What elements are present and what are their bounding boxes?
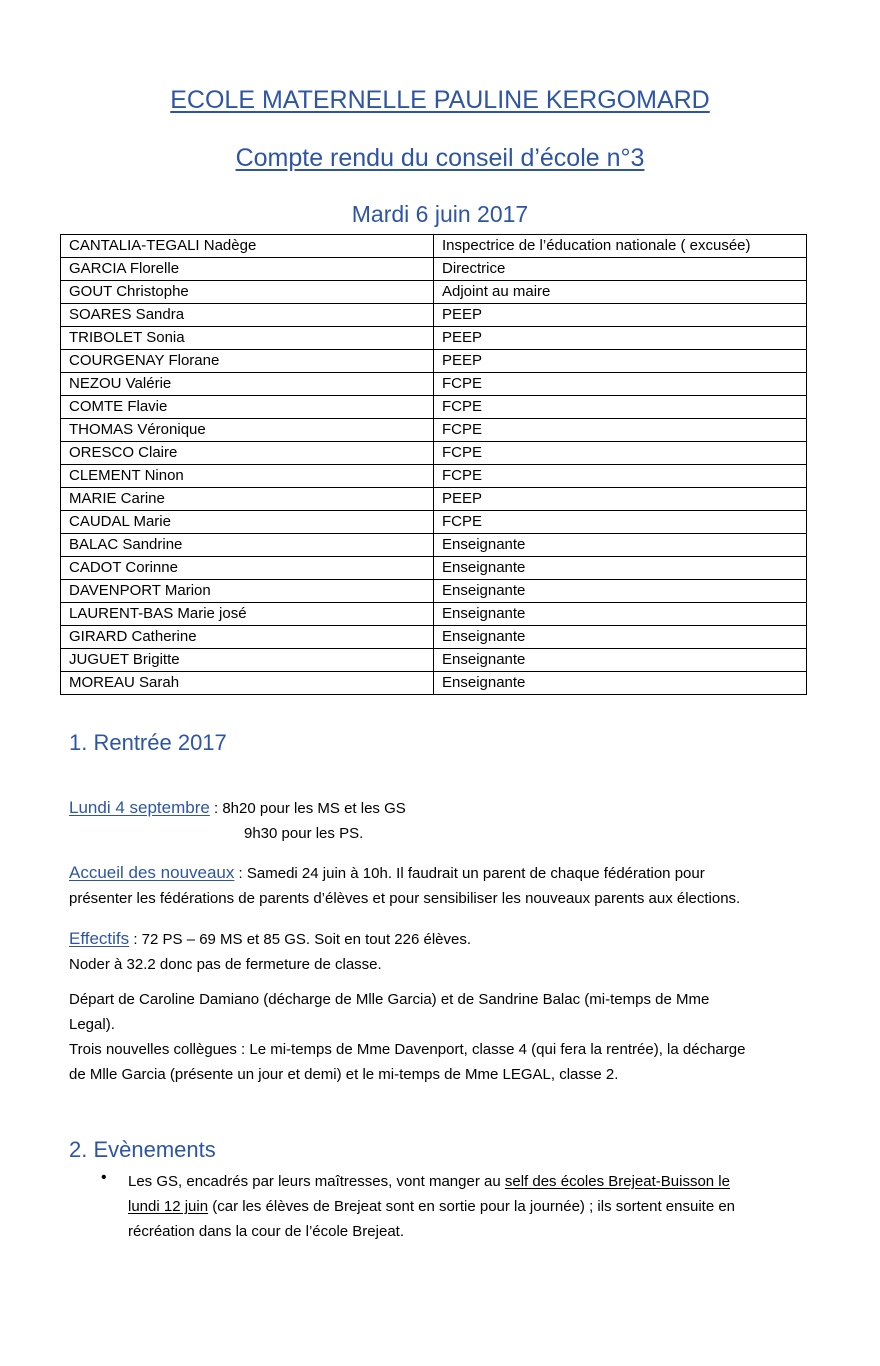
- attendee-role: Enseignante: [434, 534, 807, 557]
- nouvelles-line1: Trois nouvelles collègues : Le mi-temps de Mme Davenport, classe 4 (qui fera la rentrée), la décharge: [69, 1041, 746, 1058]
- attendee-name: TRIBOLET Sonia: [61, 327, 434, 350]
- bullet1-post: (car les élèves de Brejeat sont en sortie pour la journée) ; ils sortent ensuite en: [208, 1198, 736, 1215]
- attendee-role: Enseignante: [434, 580, 807, 603]
- report-title: Compte rendu du conseil d’école n°3: [235, 144, 645, 172]
- attendee-role: PEEP: [434, 304, 807, 327]
- accueil-text1: : Samedi 24 juin à 10h. Il faudrait un parent de chaque fédération pour: [234, 865, 705, 882]
- attendee-row: [61, 396, 807, 419]
- attendee-row: [61, 235, 807, 258]
- attendee-row: [61, 534, 807, 557]
- attendee-name: MOREAU Sarah: [61, 672, 434, 695]
- rentree-line2: 9h30 pour les PS.: [244, 825, 364, 842]
- attendee-row: [61, 603, 807, 626]
- attendee-role: FCPE: [434, 396, 807, 419]
- attendees-table: [60, 234, 807, 695]
- rentree-paragraph: [69, 795, 829, 846]
- rentree-line1: : 8h20 pour les MS et les GS: [209, 800, 406, 817]
- attendee-role: FCPE: [434, 373, 807, 396]
- attendee-role: Enseignante: [434, 672, 807, 695]
- rentree-label: Lundi 4 septembre: [69, 798, 210, 817]
- attendee-role: FCPE: [434, 442, 807, 465]
- attendee-name: NEZOU Valérie: [61, 373, 434, 396]
- effectifs-text2: Noder à 32.2 donc pas de fermeture de classe.: [69, 956, 382, 973]
- attendee-role: PEEP: [434, 488, 807, 511]
- attendee-role: Enseignante: [434, 603, 807, 626]
- bullet1-underlined-2: lundi 12 juin: [128, 1198, 209, 1215]
- nouvelles-line2: de Mlle Garcia (présente un jour et demi) et le mi-temps de Mme LEGAL, classe 2.: [69, 1066, 619, 1083]
- accueil-text2: présenter les fédérations de parents d’élèves et pour sensibiliser les nouveaux parents aux élections.: [69, 890, 741, 907]
- attendee-role: Inspectrice de l’éducation nationale ( excusée): [434, 235, 807, 258]
- depart-paragraph: [69, 987, 829, 1087]
- evenement-bullet-text: [128, 1169, 818, 1244]
- attendee-row: [61, 626, 807, 649]
- attendee-row: [61, 442, 807, 465]
- attendee-name: GARCIA Florelle: [61, 258, 434, 281]
- bullet-dot-icon: •: [101, 1169, 107, 1186]
- attendee-row: [61, 580, 807, 603]
- attendee-name: GIRARD Catherine: [61, 626, 434, 649]
- attendee-name: COMTE Flavie: [61, 396, 434, 419]
- depart-line2: Legal).: [69, 1016, 115, 1033]
- attendee-name: JUGUET Brigitte: [61, 649, 434, 672]
- bullet1-line3: récréation dans la cour de l’école Brejeat.: [128, 1223, 404, 1240]
- attendee-role: Adjoint au maire: [434, 281, 807, 304]
- attendee-name: CAUDAL Marie: [61, 511, 434, 534]
- attendee-row: [61, 373, 807, 396]
- attendee-row: [61, 488, 807, 511]
- attendee-name: CLEMENT Ninon: [61, 465, 434, 488]
- meeting-date: Mardi 6 juin 2017: [351, 201, 529, 227]
- effectifs-paragraph: [69, 926, 829, 977]
- attendee-row: [61, 258, 807, 281]
- attendee-row: [61, 419, 807, 442]
- school-title: ECOLE MATERNELLE PAULINE KERGOMARD: [170, 86, 710, 114]
- attendee-row: [61, 649, 807, 672]
- attendee-row: [61, 281, 807, 304]
- attendee-row: [61, 557, 807, 580]
- attendee-row: [61, 304, 807, 327]
- attendee-role: FCPE: [434, 419, 807, 442]
- attendee-row: [61, 672, 807, 695]
- attendee-name: COURGENAY Florane: [61, 350, 434, 373]
- attendee-row: [61, 511, 807, 534]
- attendee-name: MARIE Carine: [61, 488, 434, 511]
- attendee-name: BALAC Sandrine: [61, 534, 434, 557]
- attendee-name: GOUT Christophe: [61, 281, 434, 304]
- attendee-role: PEEP: [434, 350, 807, 373]
- attendee-name: LAURENT-BAS Marie josé: [61, 603, 434, 626]
- attendee-role: Enseignante: [434, 557, 807, 580]
- bullet1-underlined-1: self des écoles Brejeat-Buisson le: [504, 1173, 730, 1190]
- effectifs-label: Effectifs: [69, 929, 130, 948]
- attendee-row: [61, 465, 807, 488]
- attendee-role: PEEP: [434, 327, 807, 350]
- attendee-role: FCPE: [434, 511, 807, 534]
- section1-heading: 1. Rentrée 2017: [69, 730, 227, 755]
- section2-heading: 2. Evènements: [69, 1137, 216, 1162]
- attendee-role: Directrice: [434, 258, 807, 281]
- depart-line1: Départ de Caroline Damiano (décharge de Mlle Garcia) et de Sandrine Balac (mi-temps de Mme: [69, 991, 710, 1008]
- attendee-name: ORESCO Claire: [61, 442, 434, 465]
- attendee-role: Enseignante: [434, 626, 807, 649]
- attendee-name: DAVENPORT Marion: [61, 580, 434, 603]
- attendee-name: CADOT Corinne: [61, 557, 434, 580]
- attendee-row: [61, 327, 807, 350]
- bullet1-pre: Les GS, encadrés par leurs maîtresses, vont manger au: [128, 1173, 505, 1190]
- attendee-role: FCPE: [434, 465, 807, 488]
- accueil-label: Accueil des nouveaux: [69, 863, 235, 882]
- attendee-name: THOMAS Véronique: [61, 419, 434, 442]
- attendee-name: CANTALIA-TEGALI Nadège: [61, 235, 434, 258]
- accueil-paragraph: [69, 860, 829, 911]
- attendee-row: [61, 350, 807, 373]
- attendee-role: Enseignante: [434, 649, 807, 672]
- attendee-name: SOARES Sandra: [61, 304, 434, 327]
- effectifs-text1: : 72 PS – 69 MS et 85 GS. Soit en tout 226 élèves.: [129, 931, 472, 948]
